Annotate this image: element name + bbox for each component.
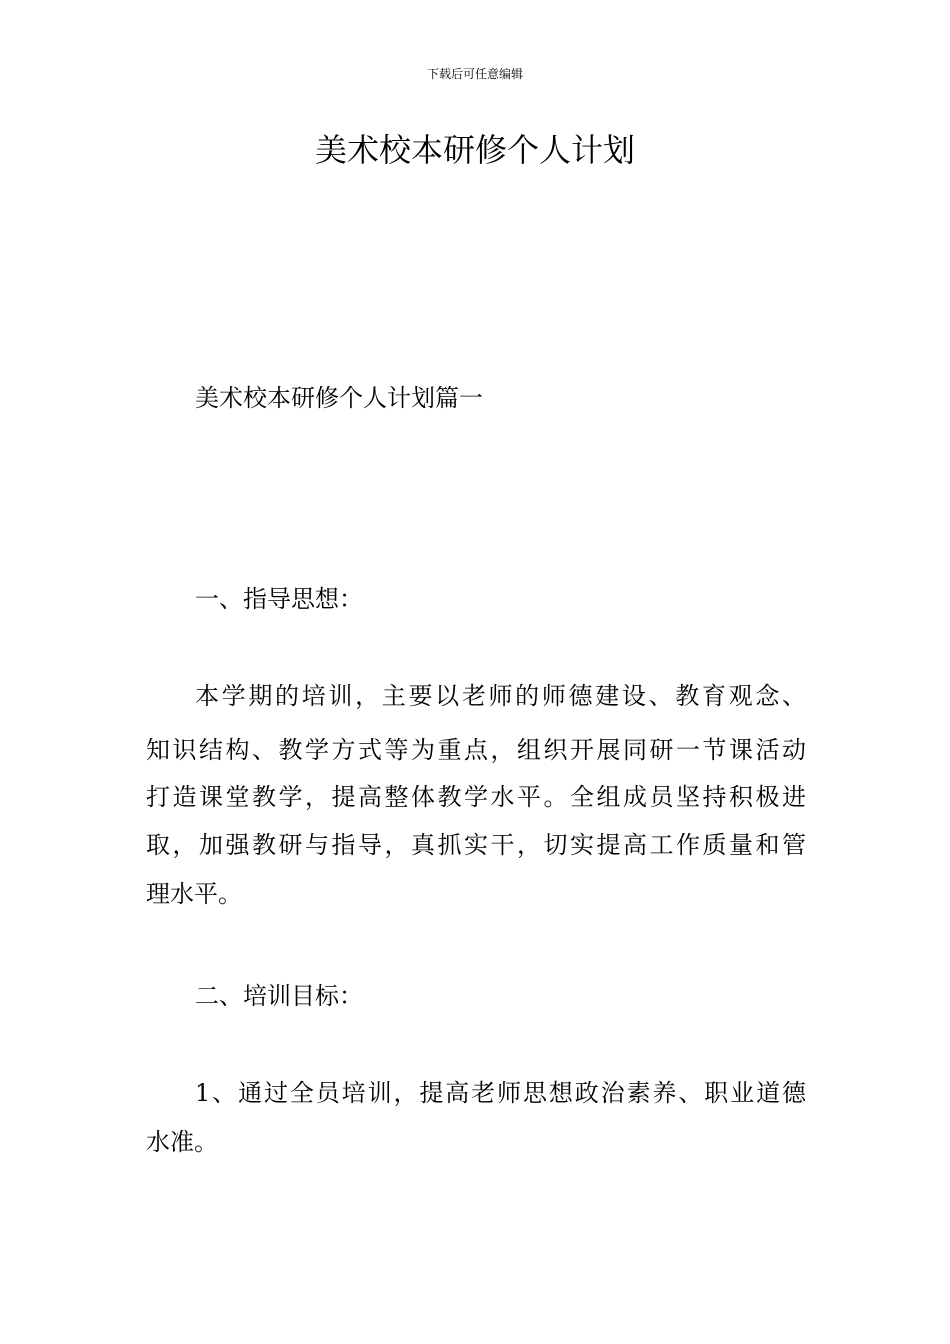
- heading-training-goals: 二、培训目标：: [195, 982, 363, 1010]
- document-title: 美术校本研修个人计划: [314, 131, 635, 169]
- paragraph-line: 理水平。: [146, 880, 242, 908]
- paragraph-line: 知识结构、教学方式等为重点，组织开展同研一节课活动: [146, 736, 806, 764]
- header-note: 下载后可任意编辑: [426, 67, 523, 81]
- paragraph-line: 1、通过全员培训，提高老师思想政治素养、职业道德: [195, 1079, 806, 1107]
- section-title: 美术校本研修个人计划篇一: [195, 384, 483, 412]
- paragraph-line: 打造课堂教学，提高整体教学水平。全组成员坚持积极进: [146, 783, 806, 811]
- heading-guiding-thought: 一、指导思想：: [195, 585, 363, 613]
- paragraph-line: 取，加强教研与指导，真抓实干，切实提高工作质量和管: [146, 831, 806, 859]
- paragraph-line: 水准。: [146, 1128, 218, 1156]
- paragraph-line: 本学期的培训，主要以老师的师德建设、教育观念、: [195, 682, 806, 710]
